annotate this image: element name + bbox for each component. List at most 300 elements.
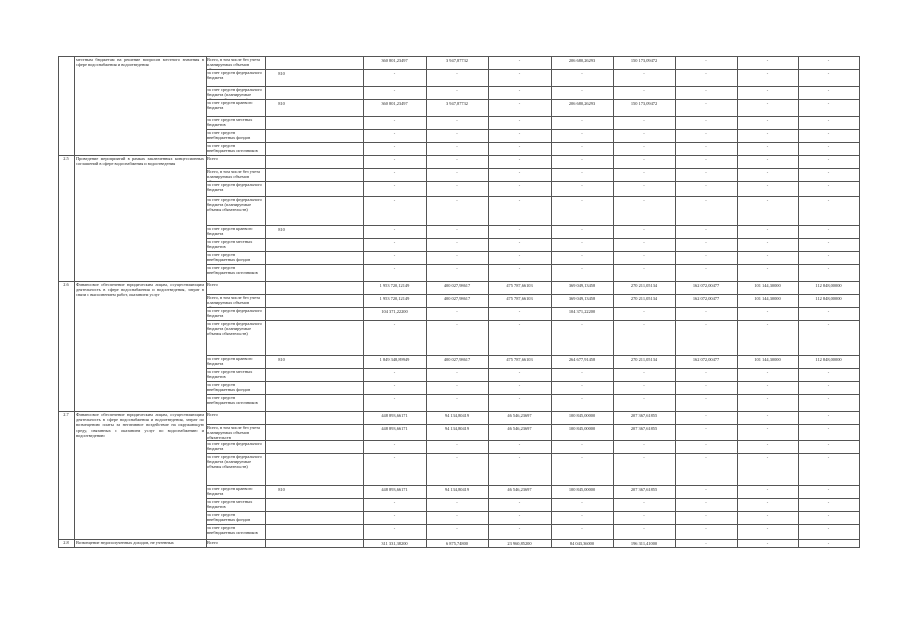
row-divider xyxy=(206,225,860,226)
amount-cell: 112 848,00000 xyxy=(815,357,842,362)
column-divider xyxy=(363,539,364,547)
column-divider xyxy=(675,281,676,411)
column-divider xyxy=(74,281,75,411)
amount-cell: - xyxy=(827,266,830,271)
amount-cell: - xyxy=(766,101,769,106)
amount-cell: - xyxy=(705,253,707,258)
column-divider xyxy=(363,281,364,411)
column-divider xyxy=(363,411,364,539)
amount-cell: - xyxy=(393,442,396,447)
amount-cell: - xyxy=(456,118,458,123)
amount-cell: - xyxy=(393,526,396,531)
amount-cell: - xyxy=(705,500,707,505)
column-divider xyxy=(206,155,207,281)
amount-cell: - xyxy=(705,541,707,546)
column-divider xyxy=(737,56,738,155)
row-divider xyxy=(206,320,860,321)
column-divider xyxy=(74,56,75,155)
row-divider xyxy=(206,368,860,369)
row-divider xyxy=(206,238,860,239)
amount-cell: - xyxy=(393,118,396,123)
amount-cell: - xyxy=(456,500,458,505)
amount-cell: 46 546,23697 xyxy=(507,413,532,418)
amount-cell: - xyxy=(827,198,830,203)
amount-cell: - xyxy=(393,71,396,76)
amount-cell: 112 848,00000 xyxy=(815,283,842,288)
row-divider xyxy=(58,155,860,156)
amount-cell: - xyxy=(827,442,830,447)
amount-cell: - xyxy=(518,309,521,314)
funding-source-label: за счет средств федерального бюджета (планируемые объемы обязательств) xyxy=(207,197,262,213)
column-divider xyxy=(613,155,614,281)
amount-cell: - xyxy=(766,170,769,175)
amount-cell: - xyxy=(827,370,830,375)
amount-cell: - xyxy=(643,157,645,162)
amount-cell: 94 134,80419 xyxy=(444,413,470,418)
amount-cell: 207 367,61855 xyxy=(630,426,658,431)
amount-cell: - xyxy=(393,500,396,505)
funding-source-label: Всего, в том числе без учета планируемых объемов xyxy=(207,295,261,306)
amount-cell: - xyxy=(705,198,707,203)
amount-cell: - xyxy=(518,500,521,505)
column-divider xyxy=(58,411,59,539)
amount-cell: - xyxy=(705,157,707,162)
amount-cell: - xyxy=(581,396,583,401)
funding-source-label: за счет средств местных бюджетов xyxy=(207,117,253,128)
amount-cell: - xyxy=(581,513,583,518)
amount-cell: - xyxy=(456,240,458,245)
amount-cell: 270 211,05134 xyxy=(630,357,658,362)
row-divider xyxy=(58,411,860,412)
column-divider xyxy=(206,56,207,155)
amount-cell: 475 787,66103 xyxy=(506,283,533,288)
amount-cell: - xyxy=(705,322,707,327)
amount-cell: - xyxy=(581,198,583,203)
amount-cell: 46 546,23697 xyxy=(507,487,532,492)
amount-cell: - xyxy=(766,198,769,203)
amount-cell: - xyxy=(766,58,769,63)
amount-cell: 369 049,13458 xyxy=(568,283,596,288)
column-divider xyxy=(265,281,266,411)
amount-cell: - xyxy=(827,131,830,136)
column-divider xyxy=(675,411,676,539)
column-divider xyxy=(613,411,614,539)
amount-cell: - xyxy=(393,227,396,232)
amount-cell: - xyxy=(643,144,645,149)
amount-cell: 400 027,98617 xyxy=(443,296,471,301)
amount-cell: - xyxy=(456,198,458,203)
amount-cell: - xyxy=(456,396,458,401)
column-divider xyxy=(488,281,489,411)
amount-cell: - xyxy=(766,309,769,314)
amount-cell: - xyxy=(581,131,583,136)
amount-cell: 94 134,80419 xyxy=(444,487,470,492)
amount-cell: - xyxy=(643,170,645,175)
amount-cell: 84 043,36000 xyxy=(569,541,595,546)
funding-source-label: за счет средств внебюджетных фондов xyxy=(207,130,251,141)
amount-cell: - xyxy=(643,455,645,460)
column-divider xyxy=(265,56,266,155)
amount-cell: 448 893,66171 xyxy=(381,487,408,492)
amount-cell: - xyxy=(766,383,769,388)
amount-cell: - xyxy=(766,541,769,546)
amount-cell: - xyxy=(827,144,830,149)
amount-cell: - xyxy=(518,118,521,123)
column-divider xyxy=(798,539,799,547)
amount-cell: - xyxy=(827,183,830,188)
funding-source-label: за счет средств федерального бюджета (планируемые объемы обязательств) xyxy=(207,454,262,470)
column-divider xyxy=(426,56,427,155)
amount-cell: - xyxy=(705,396,707,401)
amount-cell: - xyxy=(643,240,645,245)
row-divider xyxy=(206,485,860,486)
amount-cell: - xyxy=(456,157,458,162)
column-divider xyxy=(488,539,489,547)
amount-cell: - xyxy=(581,183,583,188)
amount-cell: 100 845,00000 xyxy=(568,487,596,492)
amount-cell: - xyxy=(581,71,583,76)
amount-cell: 101 144,30000 xyxy=(754,283,781,288)
section-description: Возмещение недополученных доходов, не учтенных xyxy=(76,540,174,545)
amount-cell: - xyxy=(581,253,583,258)
row-divider xyxy=(206,498,860,499)
row-divider xyxy=(206,251,860,252)
amount-cell: - xyxy=(705,370,707,375)
amount-cell: - xyxy=(827,101,830,106)
funding-source-label: за счет средств внебюджетных фондов xyxy=(207,252,251,263)
amount-cell: - xyxy=(766,88,769,93)
column-divider xyxy=(675,539,676,547)
amount-cell: 360 801,23497 xyxy=(381,58,408,63)
amount-cell: - xyxy=(393,513,396,518)
amount-cell: - xyxy=(518,157,521,162)
funding-source-label: за счет средств федерального бюджета xyxy=(207,308,262,319)
amount-cell: - xyxy=(705,526,707,531)
amount-cell: - xyxy=(581,227,583,232)
amount-cell: - xyxy=(827,322,830,327)
amount-cell: - xyxy=(581,240,583,245)
amount-cell: - xyxy=(518,144,521,149)
amount-cell: - xyxy=(766,500,769,505)
column-divider xyxy=(737,155,738,281)
amount-cell: - xyxy=(393,266,396,271)
amount-cell: - xyxy=(518,131,521,136)
amount-cell: - xyxy=(705,442,707,447)
amount-cell: - xyxy=(643,253,645,258)
funding-source-label: за счет средств внебюджетных фондов xyxy=(207,382,251,393)
column-divider xyxy=(551,281,552,411)
column-divider xyxy=(859,155,860,281)
amount-cell: - xyxy=(827,240,830,245)
amount-cell: - xyxy=(705,426,707,431)
amount-cell: - xyxy=(827,513,830,518)
amount-cell: 360 801,23497 xyxy=(381,101,408,106)
amount-cell: - xyxy=(456,88,458,93)
amount-cell: - xyxy=(766,442,769,447)
column-divider xyxy=(798,411,799,539)
amount-cell: 3 947,87732 xyxy=(446,101,468,106)
amount-cell: - xyxy=(827,455,830,460)
column-divider xyxy=(675,155,676,281)
column-divider xyxy=(551,539,552,547)
amount-cell: - xyxy=(393,396,396,401)
column-divider xyxy=(74,155,75,281)
amount-cell: - xyxy=(705,383,707,388)
section-number: 2.8 xyxy=(63,540,69,545)
amount-cell: 206 680,26293 xyxy=(568,58,596,63)
amount-cell: - xyxy=(456,266,458,271)
column-divider xyxy=(265,155,266,281)
amount-cell: - xyxy=(518,88,521,93)
amount-cell: - xyxy=(518,513,521,518)
amount-cell: - xyxy=(766,370,769,375)
amount-cell: 3 947,87732 xyxy=(446,58,468,63)
amount-cell: - xyxy=(766,426,769,431)
column-divider xyxy=(613,56,614,155)
column-divider xyxy=(426,411,427,539)
amount-cell: - xyxy=(456,309,458,314)
amount-cell: - xyxy=(581,144,583,149)
column-divider xyxy=(363,155,364,281)
section-description: местным бюджетам на решение вопросов местного значения в сфере водоснабжения и водоотведения xyxy=(76,57,204,68)
amount-cell: - xyxy=(393,240,396,245)
amount-cell: - xyxy=(393,198,396,203)
column-divider xyxy=(58,155,59,281)
amount-cell: - xyxy=(518,266,521,271)
amount-cell: - xyxy=(456,513,458,518)
amount-cell: 46 546,23697 xyxy=(507,426,532,431)
amount-cell: - xyxy=(827,170,830,175)
column-divider xyxy=(737,411,738,539)
amount-cell: 101 144,30000 xyxy=(754,357,781,362)
amount-cell: - xyxy=(827,383,830,388)
amount-cell: - xyxy=(766,183,769,188)
amount-cell: - xyxy=(827,396,830,401)
amount-cell: - xyxy=(643,500,645,505)
column-divider xyxy=(859,281,860,411)
row-divider xyxy=(206,264,860,265)
amount-cell: - xyxy=(518,198,521,203)
amount-cell: - xyxy=(827,157,830,162)
amount-cell: - xyxy=(456,170,458,175)
amount-cell: 100 845,00000 xyxy=(568,426,596,431)
amount-cell: - xyxy=(827,309,830,314)
amount-cell: - xyxy=(393,183,396,188)
column-divider xyxy=(488,56,489,155)
amount-cell: - xyxy=(643,227,645,232)
amount-cell: 162 072,00477 xyxy=(692,357,720,362)
amount-cell: - xyxy=(766,322,769,327)
amount-cell: - xyxy=(643,88,645,93)
row-divider xyxy=(206,381,860,382)
column-divider xyxy=(206,411,207,539)
funding-source-label: за счет средств внебюджетных источников xyxy=(207,525,258,536)
funding-source-label: Всего xyxy=(207,156,218,161)
amount-cell: - xyxy=(518,240,521,245)
amount-cell: - xyxy=(766,396,769,401)
amount-cell: - xyxy=(766,455,769,460)
section-description: Финансовое обеспечение юридическим лицам, осуществляющим деятельность в сфере водоснабжения и водоотведения, затрат в связи с выполнением работ, оказанием услуг xyxy=(76,282,204,298)
column-divider xyxy=(426,281,427,411)
column-divider xyxy=(58,281,59,411)
amount-cell: 270 211,05134 xyxy=(630,283,658,288)
column-divider xyxy=(737,539,738,547)
amount-cell: - xyxy=(827,541,830,546)
column-divider xyxy=(737,281,738,411)
amount-cell: - xyxy=(705,413,707,418)
amount-cell: - xyxy=(705,487,707,492)
amount-cell: - xyxy=(456,455,458,460)
amount-cell: - xyxy=(643,183,645,188)
row-divider xyxy=(206,424,860,425)
amount-cell: 94 134,80419 xyxy=(444,426,470,431)
amount-cell: - xyxy=(518,322,521,327)
column-divider xyxy=(551,155,552,281)
funding-source-label: за счет средств внебюджетных источников xyxy=(207,143,258,154)
amount-cell: - xyxy=(766,253,769,258)
amount-cell: - xyxy=(705,101,707,106)
amount-cell: - xyxy=(705,144,707,149)
amount-cell: - xyxy=(643,266,645,271)
amount-cell: 104 371,22200 xyxy=(381,309,408,314)
amount-cell: - xyxy=(643,526,645,531)
amount-cell: - xyxy=(518,396,521,401)
amount-cell: - xyxy=(705,240,707,245)
column-divider xyxy=(363,56,364,155)
amount-cell: 1 849 348,89949 xyxy=(379,357,410,362)
row-divider xyxy=(58,547,860,548)
amount-cell: - xyxy=(581,500,583,505)
amount-cell: - xyxy=(518,227,521,232)
amount-cell: - xyxy=(456,442,458,447)
amount-cell: - xyxy=(518,253,521,258)
row-divider xyxy=(206,86,860,87)
amount-cell: - xyxy=(766,131,769,136)
row-divider xyxy=(206,142,860,143)
amount-cell: - xyxy=(581,442,583,447)
amount-cell: - xyxy=(581,170,583,175)
column-divider xyxy=(675,56,676,155)
amount-cell: - xyxy=(456,71,458,76)
amount-cell: 162 072,00477 xyxy=(692,296,720,301)
funding-source-label: Всего xyxy=(207,540,218,545)
amount-cell: - xyxy=(827,487,830,492)
amount-cell: - xyxy=(393,88,396,93)
amount-cell: - xyxy=(581,455,583,460)
amount-cell: - xyxy=(766,157,769,162)
amount-cell: - xyxy=(705,170,707,175)
amount-cell: - xyxy=(705,455,707,460)
amount-cell: - xyxy=(766,144,769,149)
column-divider xyxy=(426,155,427,281)
amount-cell: 475 787,66103 xyxy=(506,296,533,301)
column-divider xyxy=(206,539,207,547)
column-divider xyxy=(74,539,75,547)
funding-source-label: за счет средств федерального бюджета xyxy=(207,70,262,81)
amount-cell: 150 173,09472 xyxy=(630,101,658,106)
amount-cell: - xyxy=(827,88,830,93)
row-divider xyxy=(206,394,860,395)
row-divider xyxy=(58,56,860,57)
amount-cell: 270 211,05134 xyxy=(630,296,658,301)
amount-cell: 369 049,13458 xyxy=(568,296,596,301)
amount-cell: - xyxy=(456,370,458,375)
amount-cell: 6 875,74800 xyxy=(446,541,468,546)
amount-cell: - xyxy=(456,144,458,149)
amount-cell: - xyxy=(518,71,521,76)
kbk-code: 810 xyxy=(278,357,285,362)
amount-cell: - xyxy=(766,526,769,531)
section-number: 2.7 xyxy=(63,412,69,417)
amount-cell: 400 027,98617 xyxy=(443,357,471,362)
amount-cell: 448 893,66171 xyxy=(381,413,408,418)
row-divider xyxy=(206,355,860,356)
amount-cell: - xyxy=(643,118,645,123)
amount-cell: - xyxy=(705,183,707,188)
amount-cell: 475 787,66103 xyxy=(506,357,533,362)
row-divider xyxy=(206,294,860,295)
row-divider xyxy=(206,196,860,197)
amount-cell: 206 680,26293 xyxy=(568,101,596,106)
amount-cell: - xyxy=(705,131,707,136)
row-divider xyxy=(206,181,860,182)
amount-cell: - xyxy=(518,101,521,106)
funding-source-label: за счет средств внебюджетных фондов xyxy=(207,512,251,523)
funding-source-label: за счет средств федерального бюджета (планируемые объемы обязательств) xyxy=(207,321,262,337)
section-number: 2.5 xyxy=(63,156,69,161)
amount-cell: - xyxy=(827,426,830,431)
row-divider xyxy=(58,539,860,540)
amount-cell: - xyxy=(456,183,458,188)
section-description: Финансовое обеспечение юридическим лицам, осуществляющим деятельность в сфере водоснабжения и водоотведения, затрат по возмещению платы за негативное воздействие на окружающую среду, связанных с оказанием услуг по водоснабжению и водоотведению xyxy=(76,412,204,438)
amount-cell: - xyxy=(581,370,583,375)
funding-source-label: за счет средств краевого бюджета xyxy=(207,356,253,367)
amount-cell: - xyxy=(393,253,396,258)
column-divider xyxy=(551,411,552,539)
row-divider xyxy=(206,511,860,512)
column-divider xyxy=(265,411,266,539)
kbk-code: 810 xyxy=(278,227,285,232)
amount-cell: - xyxy=(581,322,583,327)
amount-cell: - xyxy=(705,266,707,271)
amount-cell: - xyxy=(766,71,769,76)
row-divider xyxy=(206,524,860,525)
amount-cell: - xyxy=(827,58,830,63)
amount-cell: - xyxy=(766,118,769,123)
funding-source-label: Всего, в том числе без учета планируемых объемов xyxy=(207,169,261,180)
amount-cell: 196 311,41000 xyxy=(630,541,658,546)
amount-cell: - xyxy=(643,322,645,327)
amount-cell: - xyxy=(705,309,707,314)
row-divider xyxy=(206,440,860,441)
funding-source-label: за счет средств внебюджетных источников xyxy=(207,265,258,276)
amount-cell: - xyxy=(766,513,769,518)
amount-cell: - xyxy=(518,526,521,531)
amount-cell: - xyxy=(518,370,521,375)
funding-source-label: за счет средств внебюджетных источников xyxy=(207,395,258,406)
amount-cell: - xyxy=(456,383,458,388)
column-divider xyxy=(58,56,59,155)
row-divider xyxy=(206,116,860,117)
column-divider xyxy=(613,281,614,411)
amount-cell: - xyxy=(518,455,521,460)
column-divider xyxy=(859,411,860,539)
row-divider xyxy=(58,281,860,282)
amount-cell: - xyxy=(643,198,645,203)
amount-cell: - xyxy=(518,170,521,175)
amount-cell: - xyxy=(766,413,769,418)
amount-cell: - xyxy=(456,253,458,258)
